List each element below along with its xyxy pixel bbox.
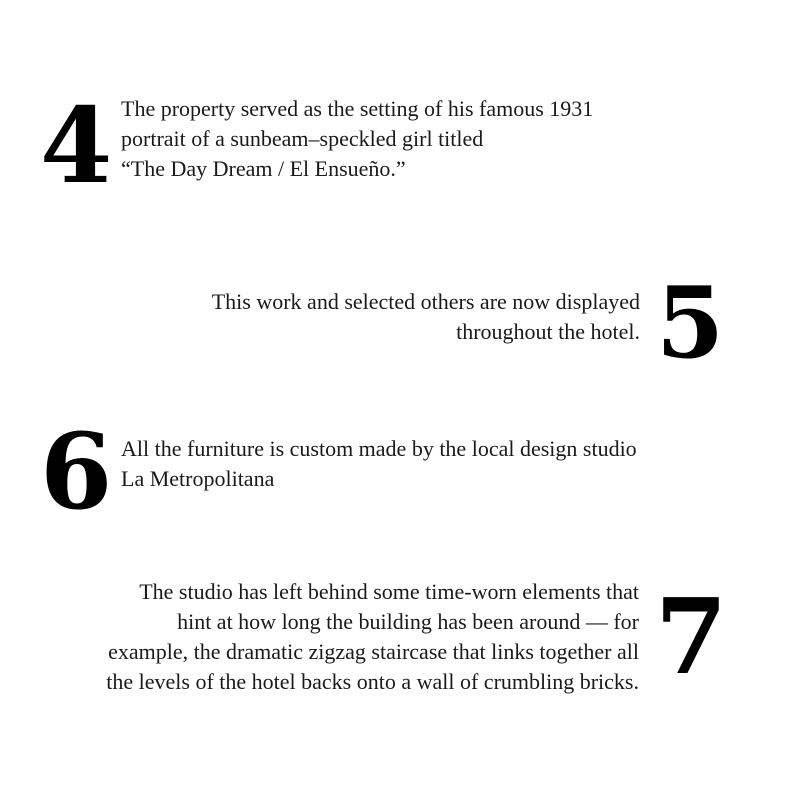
fact-4-line-2: portrait of a sunbeam–speckled girl titled bbox=[121, 126, 484, 151]
fact-6-line-1: All the furniture is custom made by the local design studio bbox=[121, 436, 637, 461]
fact-5-line-2: throughout the hotel. bbox=[456, 319, 640, 344]
fact-number-5: 5 bbox=[656, 266, 725, 381]
fact-text-4 bbox=[121, 94, 593, 184]
fact-number-4: 4 bbox=[40, 84, 113, 207]
fact-7-line-3: example, the dramatic zigzag staircase that links together all bbox=[108, 639, 639, 664]
fact-7-line-4: the levels of the hotel backs onto a wall of crumbling bricks. bbox=[106, 669, 639, 694]
fact-7-line-1: The studio has left behind some time-worn elements that bbox=[139, 579, 639, 604]
fact-text-6 bbox=[121, 434, 637, 494]
fact-number-7: 7 bbox=[655, 575, 728, 698]
fact-5-line-1: This work and selected others are now displayed bbox=[211, 289, 640, 314]
fact-4-line-1: The property served as the setting of his famous 1931 bbox=[121, 96, 594, 121]
fact-7-line-2: hint at how long the building has been around — for bbox=[177, 609, 639, 634]
fact-number-6: 6 bbox=[40, 410, 113, 533]
fact-text-7 bbox=[106, 577, 639, 697]
fact-6-line-2: La Metropolitana bbox=[121, 466, 275, 491]
fact-4-line-3: “The Day Dream / El Ensueño.” bbox=[121, 156, 406, 181]
fact-text-5 bbox=[212, 287, 640, 347]
